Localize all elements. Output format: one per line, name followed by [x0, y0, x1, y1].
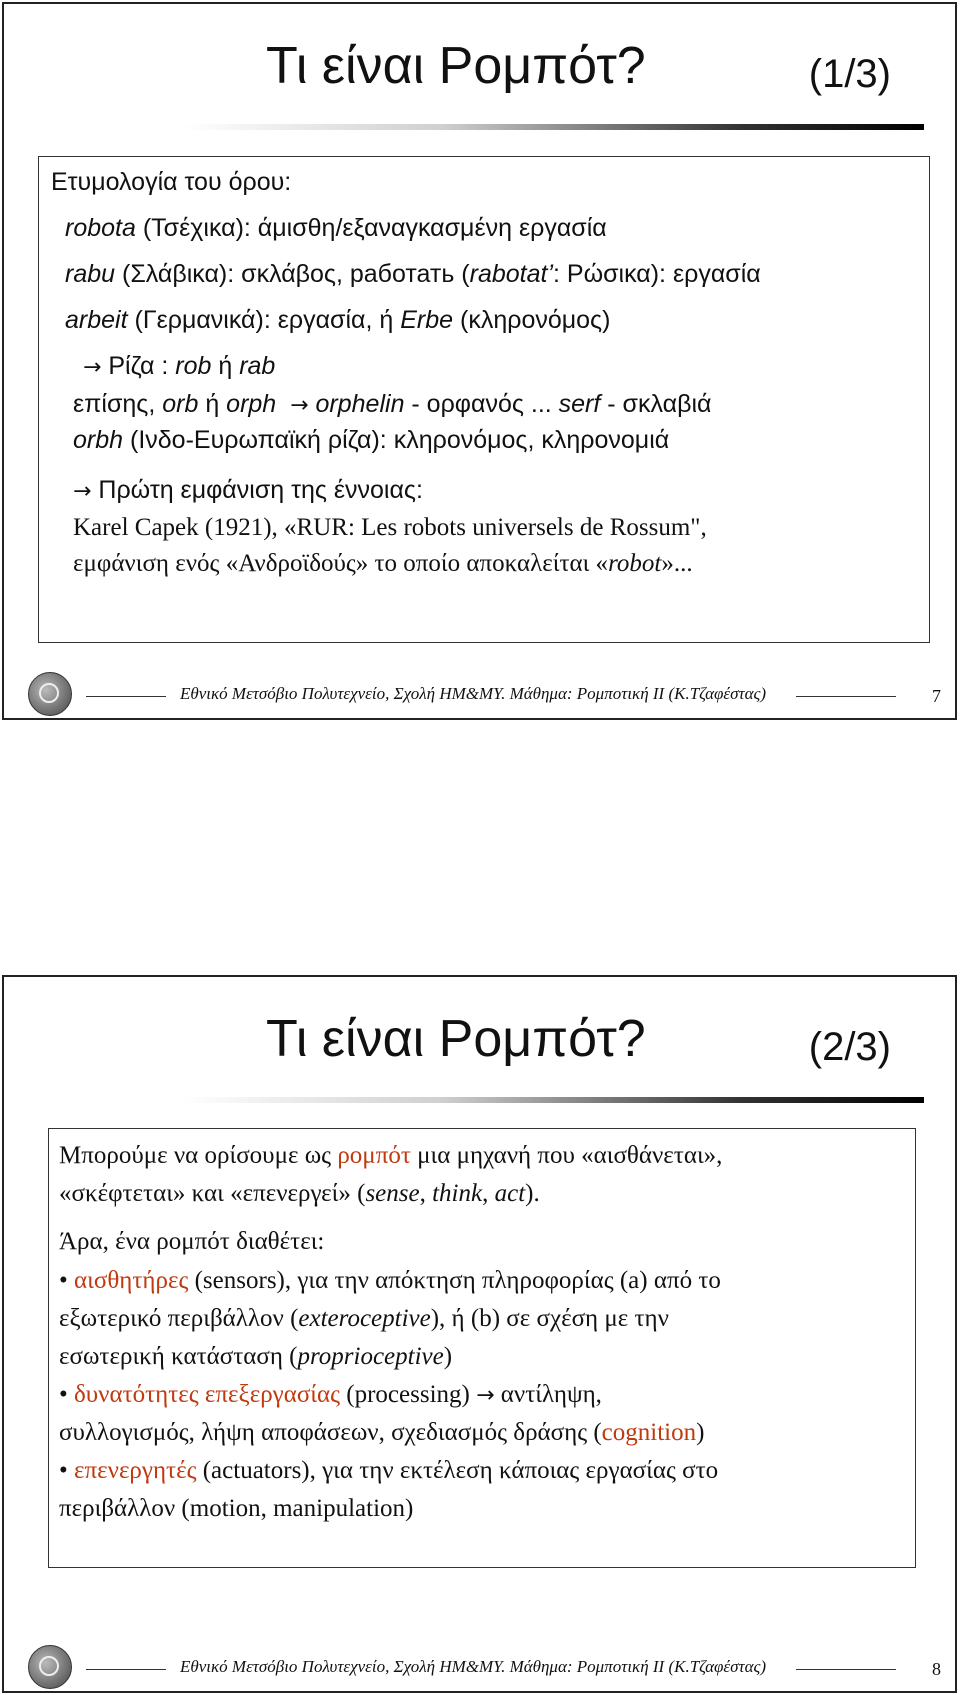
text: ή [198, 390, 227, 418]
highlight-term: δυνατότητες επεξεργασίας [74, 1381, 341, 1408]
bullet-icon: • [59, 1381, 68, 1408]
term: rob [175, 352, 212, 380]
highlight-term: ρομπότ [337, 1142, 411, 1169]
text: «σκέφτεται» και «επενεργεί» ( [59, 1180, 366, 1207]
slide-footer [4, 1649, 955, 1689]
highlight-term: cognition [601, 1419, 697, 1446]
root-line [83, 351, 275, 381]
slide-2 [2, 975, 957, 1693]
slide-title: Τι είναι Ρομπότ? [266, 1010, 646, 1068]
sensors-line-3 [59, 1342, 452, 1372]
text: »... [661, 550, 693, 577]
term: robota [65, 214, 136, 242]
term: exteroceptive [298, 1305, 431, 1332]
term: sense [365, 1180, 420, 1207]
definition-line-2 [59, 1179, 540, 1209]
title-rule [184, 1097, 924, 1103]
text: επίσης, [73, 390, 163, 418]
footer-rule [86, 1669, 166, 1670]
term: rabotat’ [469, 260, 554, 288]
slide-footer [4, 676, 955, 716]
term: Erbe [400, 306, 454, 334]
footer-text: Εθνικό Μετσόβιο Πολυτεχνείο, Σχολή ΗΜ&ΜΥ. Μάθημα: Ρομποτική ΙΙ (Κ.Τζαφέστας) [180, 684, 767, 703]
text: εμφάνιση ενός «Ανδροϊδούς» το οποίο αποκαλείται « [73, 550, 609, 577]
first-appearance-line [73, 475, 423, 505]
sensors-line-2 [59, 1304, 669, 1334]
arrow-right-icon: → [83, 355, 102, 380]
term: orphelin [315, 390, 405, 418]
capek-line: Karel Capek (1921), «RUR: Les robots universels de Rossum", [73, 514, 707, 541]
text: αντίληψη, [494, 1381, 602, 1408]
footer-text: Εθνικό Μετσόβιο Πολυτεχνείο, Σχολή ΗΜ&ΜΥ. Μάθημα: Ρομποτική ΙΙ (Κ.Τζαφέστας) [180, 1657, 767, 1676]
arrow-right-icon: → [476, 1383, 495, 1408]
content-box [38, 156, 930, 643]
term: orb [162, 390, 199, 418]
text: Πρώτη εμφάνιση της έννοιας: [91, 476, 423, 504]
processing-line-2 [59, 1418, 704, 1448]
university-seal-icon [28, 1645, 72, 1689]
text: ) [443, 1343, 453, 1370]
text: ) [696, 1419, 705, 1446]
text: (Ινδο-Ευρωπαϊκή ρίζα): κληρονόμος, κληρονομιά [123, 426, 670, 454]
text: (κληρονόμος) [453, 306, 611, 334]
slide-title: Τι είναι Ρομπότ? [266, 37, 646, 95]
text: (Τσέχικα): άμισθη/εξαναγκασμένη εργασία [135, 214, 607, 242]
bullet-processing [59, 1380, 602, 1410]
text: ), ή (b) σε σχέση με την [430, 1305, 669, 1332]
android-line [73, 549, 693, 579]
also-line [73, 389, 711, 419]
university-seal-icon [28, 672, 72, 716]
bullet-sensors [59, 1266, 721, 1296]
title-rule [184, 124, 924, 130]
term: robot [608, 550, 662, 577]
slide-part: (2/3) [808, 1025, 891, 1069]
term: serf [558, 390, 601, 418]
content-box [48, 1128, 916, 1568]
page-number: 7 [932, 686, 941, 706]
text: εξωτερικό περιβάλλον ( [59, 1305, 299, 1332]
text: (sensors), για την απόκτηση πληροφορίας (a) από το [188, 1267, 721, 1294]
text: (Γερμανικά): εργασία, ή [127, 306, 401, 334]
footer-rule [86, 696, 166, 697]
text: (actuators), για την εκτέλεση κάποιας εργασίας στο [196, 1457, 719, 1484]
text: (Σλάβικα): σκλάβος, работать ( [115, 260, 470, 288]
arrow-right-icon: → [73, 479, 92, 504]
orbh-line [73, 425, 669, 455]
term: act [494, 1180, 526, 1207]
term: arbeit [65, 306, 128, 334]
text: - ορφανός ... [404, 390, 559, 418]
text: εσωτερική κατάσταση ( [59, 1343, 298, 1370]
etymology-rabu [65, 259, 761, 289]
highlight-term: αισθητήρες [74, 1267, 189, 1294]
text: συλλογισμός, λήψη αποφάσεων, σχεδιασμός δράσης ( [59, 1419, 602, 1446]
text: , [482, 1180, 495, 1207]
etymology-heading: Ετυμολογία του όρου: [51, 168, 292, 196]
bullet-icon: • [59, 1267, 68, 1294]
term: rabu [65, 260, 116, 288]
components-heading: Άρα, ένα ρομπότ διαθέτει: [59, 1228, 325, 1255]
text: Μπορούμε να ορίσουμε ως [59, 1142, 338, 1169]
term: rab [239, 352, 276, 380]
text: ). [525, 1180, 540, 1207]
highlight-term: επενεργητές [74, 1457, 197, 1484]
etymology-arbeit [65, 305, 610, 335]
definition-line-1 [59, 1141, 722, 1171]
footer-rule [796, 1669, 896, 1670]
text: - σκλαβιά [600, 390, 712, 418]
text: : Ρώσικα): εργασία [553, 260, 761, 288]
term: orph [226, 390, 277, 418]
term: orbh [73, 426, 124, 454]
slide-part: (1/3) [808, 52, 891, 96]
actuators-line-2: περιβάλλον (motion, manipulation) [59, 1495, 414, 1522]
etymology-robota [65, 213, 607, 243]
bullet-actuators [59, 1456, 718, 1486]
text: (processing) [340, 1381, 477, 1408]
slide-1 [2, 2, 957, 720]
term: proprioceptive [297, 1343, 444, 1370]
arrow-right-icon: → [290, 393, 309, 418]
text: μια μηχανή που «αισθάνεται», [410, 1142, 723, 1169]
bullet-icon: • [59, 1457, 68, 1484]
text: ή [211, 352, 240, 380]
text: , [419, 1180, 433, 1207]
text: Ρίζα : [101, 352, 176, 380]
page-number: 8 [932, 1659, 941, 1679]
term: think [432, 1180, 483, 1207]
footer-rule [796, 696, 896, 697]
